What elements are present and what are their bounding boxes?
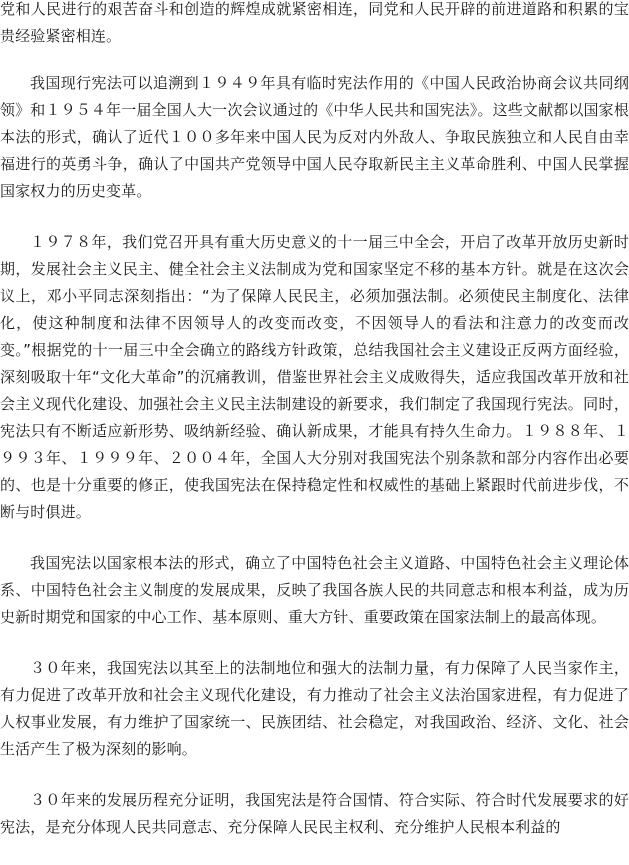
paragraph-continuation: 党和人民进行的艰苦奋斗和创造的辉煌成就紧密相连，同党和人民开辟的前进道路和积累的宝贵经验紧密相连。 [0,0,629,45]
paragraph-reform-era: １９７８年，我们党召开具有重大历史意义的十一届三中全会，开启了改革开放历史新时期，发展社会主义民主、健全社会主义法制成为党和国家坚定不移的基本方针。就是在这次会议上，邓小平同志深刻指出：“为了保障人民民主，必须加强法制。必须使民主制度化、法律化，使这种制度和法律不因领导人的改变而改变，不因领导人的看法和注意力的改变而改变。”根据党的十一届三中全会确立的路线方针政策，总结我国社会主义建设正反两方面经验，深刻吸取十年“文化大革命”的沉痛教训，借鉴世界社会主义成败得失，适应我国改革开放和社会主义现代化建设、加强社会主义民主法制建设的新要求，我们制定了我国现行宪法。同时，宪法只有不断适应新形势、吸纳新经验、确认新成果，才能具有持久生命力。１９８８年、１９９３年、１９９９年、２００４年，全国人大分别对我国宪法个别条款和部分内容作出必要的、也是十分重要的修正，使我国宪法在保持稳定性和权威性的基础上紧跟时代前进步伐，不断与时俱进。 [0,233,629,521]
paragraph-conclusion: ３０年来的发展历程充分证明，我国宪法是符合国情、符合实际、符合时代发展要求的好宪法，是充分体现人民共同意志、充分保障人民民主权利、充分维护人民根本利益的 [0,791,629,836]
paragraph-thirty-years: ３０年来，我国宪法以其至上的法制地位和强大的法制力量，有力保障了人民当家作主，有力促进了改革开放和社会主义现代化建设，有力推动了社会主义法治国家进程，有力促进了人权事业发展，有力维护了国家统一、民族团结、社会稳定，对我国政治、经济、文化、社会生活产生了极为深刻的影响。 [0,659,629,758]
paragraph-fundamental-law: 我国宪法以国家根本法的形式，确立了中国特色社会主义道路、中国特色社会主义理论体系、中国特色社会主义制度的发展成果，反映了我国各族人民的共同意志和根本利益，成为历史新时期党和国家的中心工作、基本原则、重大方针、重要政策在国家法制上的最高体现。 [0,554,629,626]
paragraph-constitution-origins: 我国现行宪法可以追溯到１９４９年具有临时宪法作用的《中国人民政治协商会议共同纲领》和１９５４年一届全国人大一次会议通过的《中华人民共和国宪法》。这些文献都以国家根本法的形式，确认了近代１００多年来中国人民为反对内外敌人、争取民族独立和人民自由幸福进行的英勇斗争，确认了中国共产党领导中国人民夺取新民主主义革命胜利、中国人民掌握国家权力的历史变革。 [0,74,629,200]
